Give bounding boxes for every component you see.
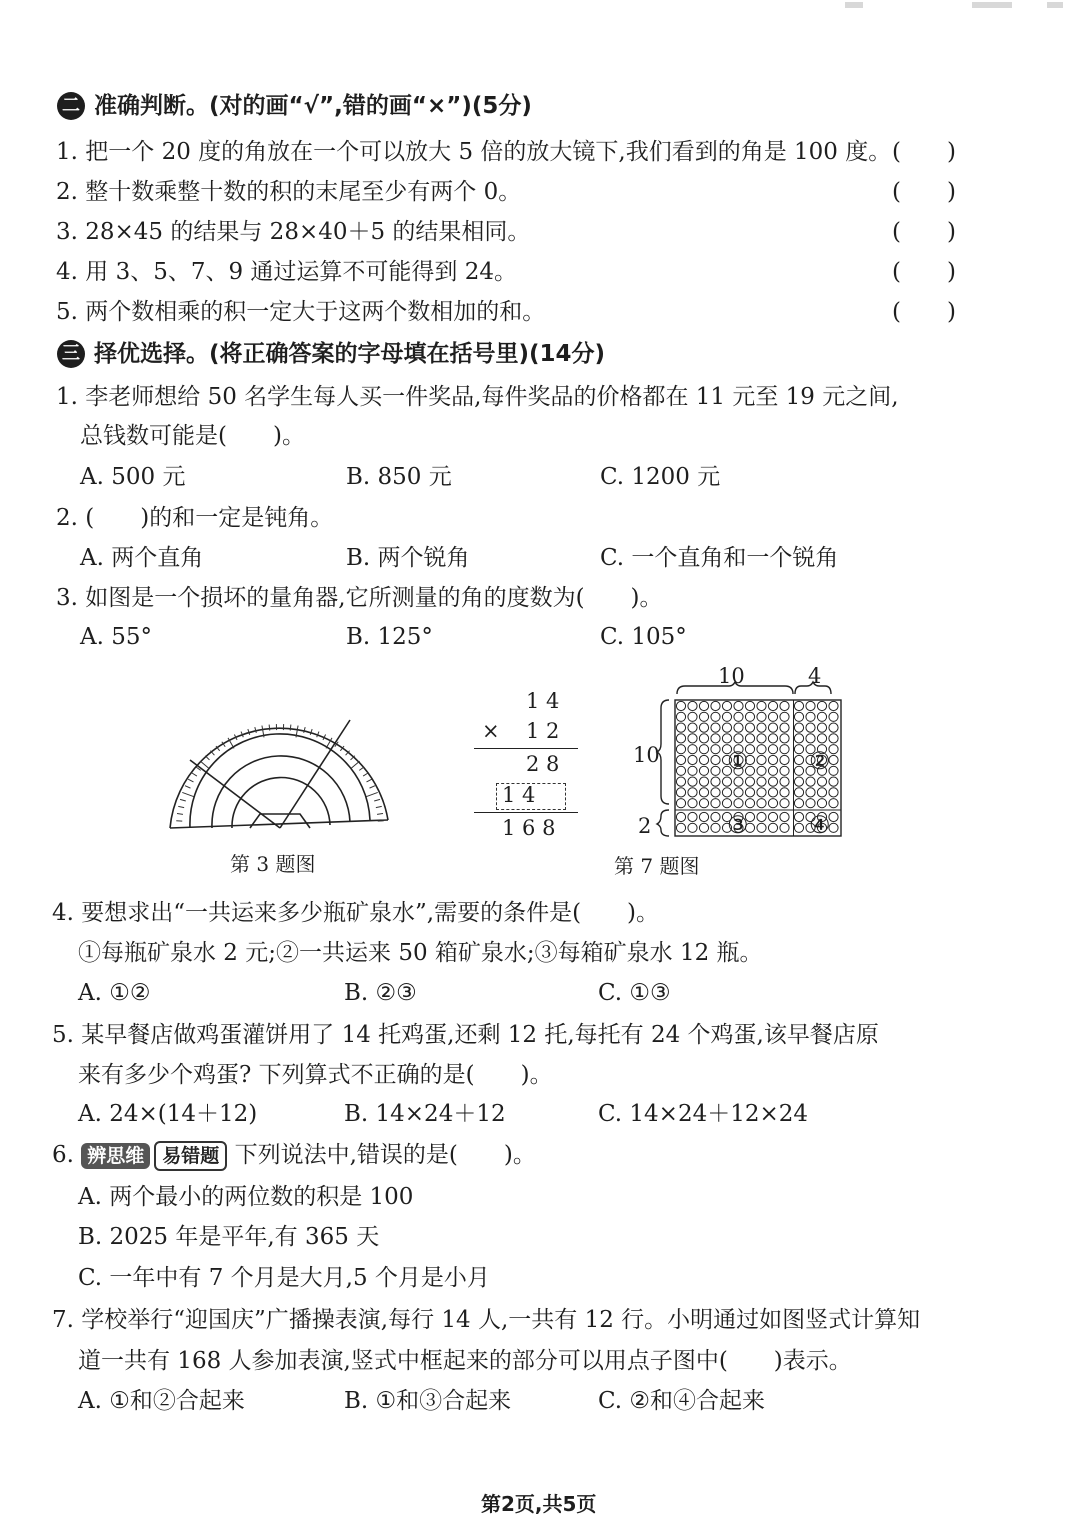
grid-dot <box>768 755 777 764</box>
grid-dot <box>817 777 826 786</box>
grid-dot <box>780 755 789 764</box>
grid-dot <box>676 812 685 821</box>
grid-dot <box>745 734 754 743</box>
option-b: B. 两个锐角 <box>346 545 470 571</box>
protractor-tick <box>359 767 364 771</box>
grid-dot <box>817 701 826 710</box>
answer-parenthesis: ( ) <box>892 179 956 205</box>
grid-dot <box>676 766 685 775</box>
figure-caption: 第 3 题图 <box>230 852 316 876</box>
grid-dot <box>745 799 754 808</box>
grid-dot <box>794 812 803 821</box>
mult-row-2: 1 2 <box>526 719 560 743</box>
grid-dot <box>780 745 789 754</box>
grid-dot <box>676 788 685 797</box>
protractor-tick <box>366 792 377 796</box>
grid-dot <box>806 734 815 743</box>
grid-dot <box>757 823 766 832</box>
protractor-tick <box>255 727 256 733</box>
grid-dot <box>688 701 697 710</box>
protractor-tick <box>185 786 190 788</box>
grid-dot <box>780 788 789 797</box>
grid-dot <box>780 799 789 808</box>
grid-dot <box>757 777 766 786</box>
question-text <box>52 1140 536 1171</box>
question-text: ①每瓶矿泉水 2 元;②一共运来 50 箱矿泉水;③每箱矿泉水 12 瓶。 <box>78 940 763 966</box>
grid-dot <box>817 734 826 743</box>
tag-thinking: 辨思维 <box>81 1143 150 1169</box>
grid-dot <box>676 701 685 710</box>
question-text: 5. 某早餐店做鸡蛋灌饼用了 14 托鸡蛋,还剩 12 托,每托有 24 个鸡蛋,该早餐店原 <box>52 1022 879 1048</box>
grid-dot <box>757 766 766 775</box>
section-title: 择优选择。(将正确答案的字母填在括号里)(14分) <box>94 341 606 367</box>
section-number-badge: 二 <box>57 92 85 120</box>
option-a: A. 24×(14＋12) <box>78 1101 258 1127</box>
grid-dot <box>688 712 697 721</box>
grid-dot <box>711 812 720 821</box>
option-b: B. ①和③合起来 <box>344 1388 512 1414</box>
grid-dot <box>829 799 838 808</box>
protractor-tick <box>370 786 375 788</box>
grid-dot <box>817 712 826 721</box>
grid-dot <box>757 701 766 710</box>
section-title: 准确判断。(对的画“√”,错的画“×”)(5分) <box>94 93 532 119</box>
broken-protractor-figure <box>160 710 400 840</box>
mult-sign: × <box>482 719 500 743</box>
grid-dot <box>745 788 754 797</box>
option-c: C. 一年中有 7 个月是大月,5 个月是小月 <box>78 1265 490 1291</box>
scan-mark <box>845 2 863 8</box>
protractor-tick <box>376 806 382 807</box>
grid-dot <box>722 788 731 797</box>
grid-dot <box>780 777 789 786</box>
grid-dot <box>676 755 685 764</box>
grid-dot <box>688 823 697 832</box>
scan-mark <box>972 2 1012 8</box>
grid-dot <box>711 777 720 786</box>
protractor-tick <box>205 756 209 760</box>
grid-dot <box>794 788 803 797</box>
grid-dot <box>688 755 697 764</box>
scan-mark <box>1047 2 1063 8</box>
grid-dot <box>711 788 720 797</box>
answer-parenthesis: ( ) <box>892 219 956 245</box>
option-a: A. ①和②合起来 <box>78 1388 245 1414</box>
protractor-tick <box>180 799 186 801</box>
grid-dot <box>806 701 815 710</box>
grid-dot <box>699 788 708 797</box>
grid-dot <box>722 701 731 710</box>
grid-dot <box>711 823 720 832</box>
protractor-tick <box>188 779 193 782</box>
question-number: 6. <box>52 1142 74 1168</box>
grid-dot <box>768 734 777 743</box>
grid-dot <box>757 712 766 721</box>
judgement-item: 2. 整十数乘整十数的积的末尾至少有两个 0。 <box>56 179 522 205</box>
grid-dot <box>699 712 708 721</box>
grid-dot <box>676 799 685 808</box>
grid-dot <box>780 823 789 832</box>
grid-dot <box>794 755 803 764</box>
grid-dot <box>699 777 708 786</box>
grid-dot <box>734 734 743 743</box>
grid-dot <box>829 723 838 732</box>
option-a: A. 500 元 <box>80 464 186 490</box>
page-number: 第2页,共5页 <box>481 1492 597 1516</box>
grid-dot <box>688 777 697 786</box>
grid-dot <box>768 777 777 786</box>
grid-dot <box>711 712 720 721</box>
grid-dot <box>817 788 826 797</box>
grid-dot <box>699 701 708 710</box>
grid-dot <box>699 734 708 743</box>
grid-dot <box>688 799 697 808</box>
grid-dot <box>676 712 685 721</box>
figure-caption: 第 7 题图 <box>614 854 700 878</box>
grid-dot <box>734 788 743 797</box>
grid-dot <box>768 812 777 821</box>
grid-dot <box>806 799 815 808</box>
grid-dot <box>745 723 754 732</box>
option-c: C. 105° <box>600 624 687 650</box>
grid-dot <box>780 812 789 821</box>
grid-dot <box>688 812 697 821</box>
grid-dot <box>676 734 685 743</box>
grid-dot <box>794 823 803 832</box>
mult-row-4: 1 4 <box>502 783 536 807</box>
grid-dot <box>676 823 685 832</box>
grid-dot <box>794 766 803 775</box>
question-text: 总钱数可能是( )。 <box>80 423 305 449</box>
mult-line <box>474 748 578 749</box>
grid-dot <box>722 799 731 808</box>
grid-dot <box>794 745 803 754</box>
grid-dot <box>806 788 815 797</box>
grid-dot <box>794 777 803 786</box>
grid-dot <box>780 712 789 721</box>
grid-dot <box>745 701 754 710</box>
option-b: B. 14×24＋12 <box>344 1101 506 1127</box>
mult-line <box>474 812 578 813</box>
grid-dot <box>780 723 789 732</box>
grid-dot <box>745 712 754 721</box>
protractor-tick <box>377 814 383 815</box>
protractor-tick <box>290 725 291 731</box>
grid-dot <box>711 723 720 732</box>
grid-dot <box>711 755 720 764</box>
grid-dot <box>768 799 777 808</box>
mult-row-1: 1 4 <box>526 689 560 713</box>
grid-dot <box>757 745 766 754</box>
section-number-badge: 三 <box>57 340 85 368</box>
protractor-tick <box>304 727 305 733</box>
option-b: B. 2025 年是平年,有 365 天 <box>78 1224 380 1250</box>
grid-dot <box>829 701 838 710</box>
grid-dot <box>711 799 720 808</box>
question-text: 7. 学校举行“迎国庆”广播操表演,每行 14 人,一共有 12 行。小明通过如图竖式计算知 <box>52 1307 921 1333</box>
judgement-item: 3. 28×45 的结果与 28×40＋5 的结果相同。 <box>56 219 531 245</box>
protractor-tick <box>363 773 368 776</box>
judgement-item: 5. 两个数相乘的积一定大于这两个数相加的和。 <box>56 299 546 325</box>
grid-dot <box>757 723 766 732</box>
grid-dot <box>676 745 685 754</box>
protractor-tick <box>177 814 183 815</box>
mult-row-5: 1 6 8 <box>502 816 556 840</box>
grid-dot <box>722 734 731 743</box>
option-a: A. ①② <box>78 980 151 1006</box>
grid-dot <box>829 712 838 721</box>
option-c: C. ①③ <box>598 980 671 1006</box>
grid-dot <box>699 745 708 754</box>
mult-row-3: 2 8 <box>526 752 560 776</box>
grid-dot <box>780 701 789 710</box>
protractor-tick <box>350 761 359 769</box>
grid-dot <box>768 701 777 710</box>
grid-dot <box>806 712 815 721</box>
grid-dot <box>757 788 766 797</box>
question-text: 3. 如图是一个损坏的量角器,它所测量的角的度数为( )。 <box>56 585 663 611</box>
tag-error-prone: 易错题 <box>154 1141 227 1171</box>
dot-label-top-right: 4 <box>808 664 822 688</box>
grid-dot <box>711 745 720 754</box>
dot-label-side-top: 10 <box>633 743 660 767</box>
grid-dot <box>688 766 697 775</box>
option-b: B. ②③ <box>344 980 417 1006</box>
protractor-tick <box>374 799 380 801</box>
option-a: A. 两个直角 <box>80 545 204 571</box>
option-b: B. 125° <box>346 624 433 650</box>
region-label-4: ④ <box>809 811 831 839</box>
protractor-tick <box>269 725 270 731</box>
grid-dot <box>817 723 826 732</box>
grid-dot <box>768 712 777 721</box>
option-c: C. 1200 元 <box>600 464 721 490</box>
protractor-tick <box>178 806 184 807</box>
grid-dot <box>768 745 777 754</box>
grid-dot <box>699 812 708 821</box>
grid-dot <box>794 712 803 721</box>
grid-dot <box>829 734 838 743</box>
question-text: 1. 李老师想给 50 名学生每人买一件奖品,每件奖品的价格都在 11 元至 19 元之间, <box>56 384 899 410</box>
grid-dot <box>780 734 789 743</box>
judgement-item: 4. 用 3、5、7、9 通过运算不可能得到 24。 <box>56 259 517 285</box>
grid-dot <box>699 766 708 775</box>
answer-parenthesis: ( ) <box>892 299 956 325</box>
grid-dot <box>711 734 720 743</box>
option-a: A. 55° <box>80 624 152 650</box>
dot-label-top-left: 10 <box>718 664 745 688</box>
region-label-3: ③ <box>727 811 749 839</box>
grid-dot <box>829 777 838 786</box>
answer-parenthesis: ( ) <box>892 139 956 165</box>
grid-dot <box>676 777 685 786</box>
option-c: C. 一个直角和一个锐角 <box>600 545 839 571</box>
protractor-tick <box>367 779 372 782</box>
grid-dot <box>699 723 708 732</box>
grid-dot <box>794 701 803 710</box>
protractor-tick <box>182 792 193 796</box>
grid-dot <box>806 777 815 786</box>
grid-dot <box>806 723 815 732</box>
region-label-2: ② <box>809 747 831 775</box>
protractor-tick <box>192 773 197 776</box>
grid-dot <box>688 734 697 743</box>
grid-dot <box>768 823 777 832</box>
grid-dot <box>734 712 743 721</box>
dot-label-side-bottom: 2 <box>638 814 652 838</box>
grid-dot <box>734 723 743 732</box>
grid-dot <box>780 766 789 775</box>
grid-dot <box>757 755 766 764</box>
answer-parenthesis: ( ) <box>892 259 956 285</box>
grid-dot <box>734 799 743 808</box>
grid-dot <box>688 723 697 732</box>
option-b: B. 850 元 <box>346 464 452 490</box>
protractor-tick <box>200 761 209 769</box>
grid-dot <box>734 701 743 710</box>
grid-dot <box>794 799 803 808</box>
judgement-item: 1. 把一个 20 度的角放在一个可以放大 5 倍的放大镜下,我们看到的角是 100 度。 <box>56 139 892 165</box>
grid-dot <box>676 723 685 732</box>
question-text: 来有多少个鸡蛋? 下列算式不正确的是( )。 <box>78 1062 553 1088</box>
grid-dot <box>757 799 766 808</box>
grid-dot <box>711 701 720 710</box>
grid-dot <box>722 777 731 786</box>
grid-dot <box>699 755 708 764</box>
grid-dot <box>722 723 731 732</box>
grid-dot <box>794 723 803 732</box>
grid-dot <box>768 766 777 775</box>
grid-dot <box>757 812 766 821</box>
grid-dot <box>794 734 803 743</box>
grid-dot <box>745 777 754 786</box>
grid-dot <box>722 712 731 721</box>
grid-dot <box>817 799 826 808</box>
grid-dot <box>711 766 720 775</box>
grid-dot <box>768 788 777 797</box>
question-text: 4. 要想求出“一共运来多少瓶矿泉水”,需要的条件是( )。 <box>52 900 660 926</box>
grid-dot <box>688 788 697 797</box>
question-text: 道一共有 168 人参加表演,竖式中框起来的部分可以用点子图中( )表示。 <box>78 1348 852 1374</box>
grid-dot <box>829 788 838 797</box>
option-a: A. 两个最小的两位数的积是 100 <box>78 1184 414 1210</box>
grid-dot <box>699 799 708 808</box>
region-label-1: ① <box>727 747 749 775</box>
option-c: C. 14×24＋12×24 <box>598 1101 809 1127</box>
grid-dot <box>757 734 766 743</box>
grid-dot <box>768 723 777 732</box>
option-c: C. ②和④合起来 <box>598 1388 766 1414</box>
question-body: 下列说法中,错误的是( )。 <box>234 1142 536 1168</box>
grid-dot <box>734 777 743 786</box>
grid-dot <box>688 745 697 754</box>
question-text: 2. ( )的和一定是钝角。 <box>56 505 334 531</box>
grid-dot <box>699 823 708 832</box>
